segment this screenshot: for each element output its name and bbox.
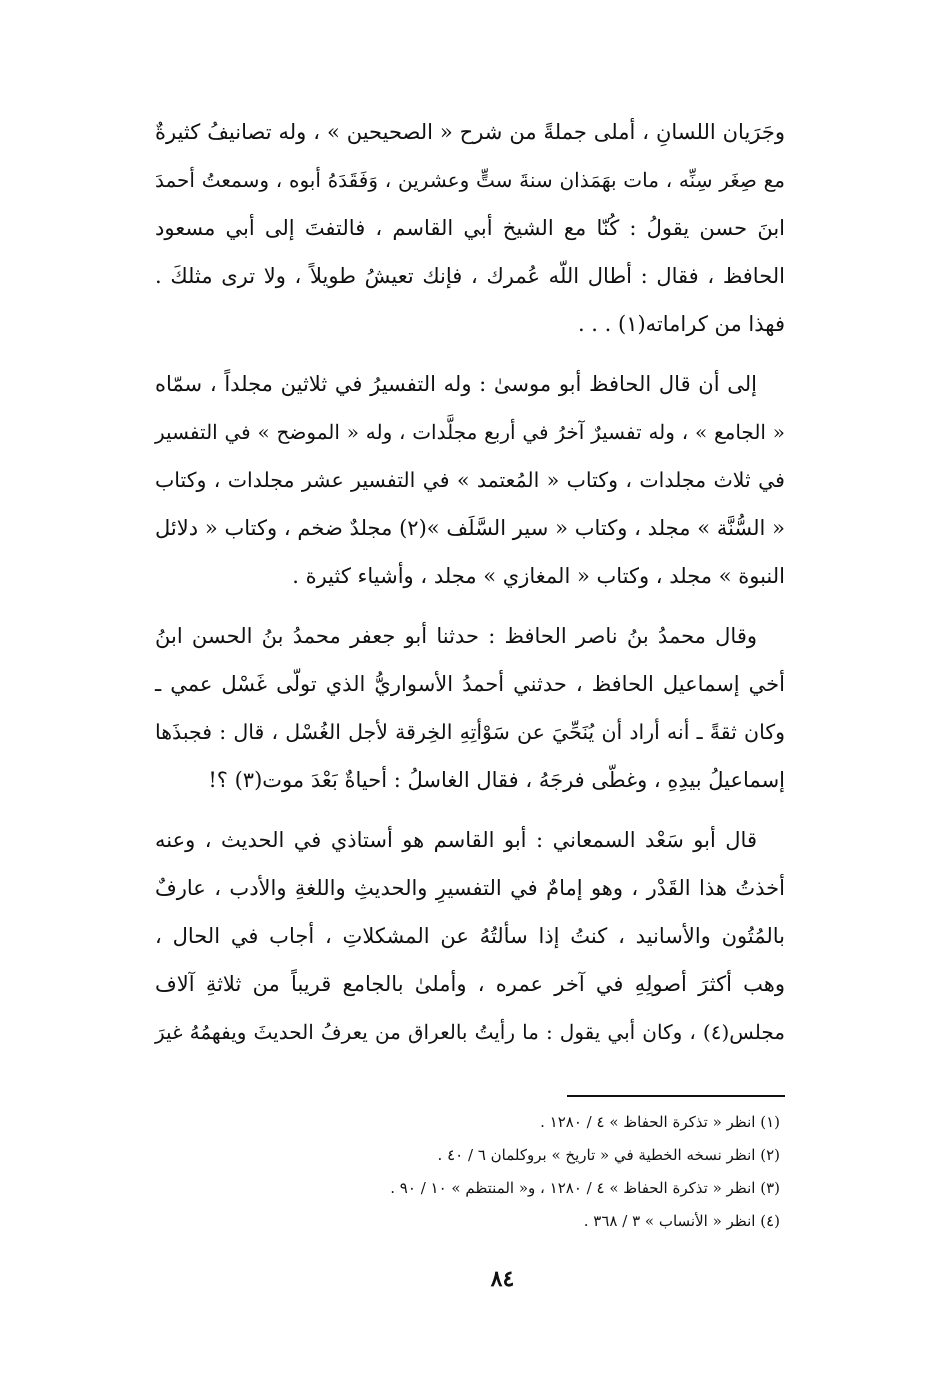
text-line: وكان ثقةً ـ أنه أراد أن يُنَحِّيَ عن سَوْأتِهِ الخِرقة لأجل الغُسْل ، قال : فجبذَها	[155, 720, 785, 744]
footnote: (٣) انظر « تذكرة الحفاظ » ٤ / ١٢٨٠ ، و« المنتظم » ١٠ / ٩٠ .	[390, 1179, 780, 1197]
text-line: النبوة » مجلد ، وكتاب « المغازي » مجلد ، وأشياء كثيرة .	[292, 564, 785, 588]
text-line: مع صِغَر سِنِّه ، مات بهَمَذان سنةَ ستٍّ وعشرين ، وَفَقَدَهُ أبوه ، وسمعتُ أحمدَ	[155, 168, 785, 192]
paragraph	[155, 360, 785, 600]
paragraph	[155, 108, 785, 348]
text-line: قال أبو سَعْد السمعاني : أبو القاسم هو أستاذي في الحديث ، وعنه	[155, 828, 757, 852]
main-text	[155, 108, 785, 1056]
text-line: أخذتُ هذا القَدْر ، وهو إمامٌ في التفسيرِ والحديثِ واللغةِ والأدب ، عارفٌ	[155, 876, 785, 900]
footnote-separator	[567, 1095, 785, 1097]
text-line: ابنَ حسن يقولُ : كُنّا مع الشيخ أبي القاسم ، فالتفتَ إلى أبي مسعود	[155, 216, 785, 240]
text-line: مجلس(٤) ، وكان أبي يقول : ما رأيتُ بالعراق من يعرفُ الحديثَ ويفهمُهُ غيرَ	[155, 1020, 785, 1044]
text-line: الحافظ ، فقال : أطال اللّه عُمرك ، فإنك تعيشُ طويلاً ، ولا ترى مثلكَ .	[155, 264, 785, 288]
footnotes	[160, 1106, 780, 1238]
footnote: (٤) انظر « الأنساب » ٣ / ٣٦٨ .	[583, 1212, 780, 1230]
text-line: في ثلاث مجلدات ، وكتاب « المُعتمد » في التفسير عشر مجلدات ، وكتاب	[155, 468, 785, 492]
text-line: فهذا من كراماته(١) . . .	[577, 312, 785, 336]
page-number: ٨٤	[490, 1266, 515, 1292]
paragraph-spacer	[155, 348, 785, 360]
text-line: « السُّنَّة » مجلد ، وكتاب « سير السَّلَف »(٢) مجلدٌ ضخم ، وكتاب « دلائل	[155, 516, 786, 540]
text-line: بالمُتُون والأسانيد ، كنتُ إذا سألتُهُ عن المشكلاتِ ، أجاب في الحال ،	[155, 924, 785, 948]
paragraph-spacer	[155, 600, 785, 612]
paragraph-spacer	[155, 804, 785, 816]
text-line: وجَرَيان اللسانِ ، أملى جملةً من شرح « الصحيحين » ، وله تصانيفُ كثيرةٌ	[155, 120, 785, 144]
paragraph	[155, 612, 785, 804]
text-line: « الجامع » ، وله تفسيرٌ آخرُ في أربع مجلَّدات ، وله « الموضح » في التفسير	[155, 420, 785, 444]
footnote: (٢) انظر نسخه الخطية في « تاريخ » بروكلمان ٦ / ٤٠ .	[437, 1146, 780, 1164]
text-line: وقال محمدُ بنُ ناصر الحافظ : حدثنا أبو جعفر محمدُ بنُ الحسن ابنُ	[155, 624, 757, 648]
text-line: إلى أن قال الحافظ أبو موسىٰ : وله التفسيرُ في ثلاثين مجلداً ، سمّاه	[155, 372, 757, 396]
text-line: أخي إسماعيل الحافظ ، حدثني أحمدُ الأسواريُّ الذي تولّى غَسْل عمي ـ	[155, 672, 785, 696]
paragraph	[155, 816, 785, 1056]
text-line: إسماعيلُ بيدِهِ ، وغطّى فرجَهُ ، فقال الغاسلُ : أحياةٌ بَعْدَ موت(٣) ؟!	[208, 768, 785, 792]
text-line: وهب أكثرَ أصولِهِ في آخر عمره ، وأملىٰ بالجامع قريباً من ثلاثةِ آلاف	[155, 972, 785, 996]
footnote: (١) انظر « تذكرة الحفاظ » ٤ / ١٢٨٠ .	[540, 1113, 780, 1131]
